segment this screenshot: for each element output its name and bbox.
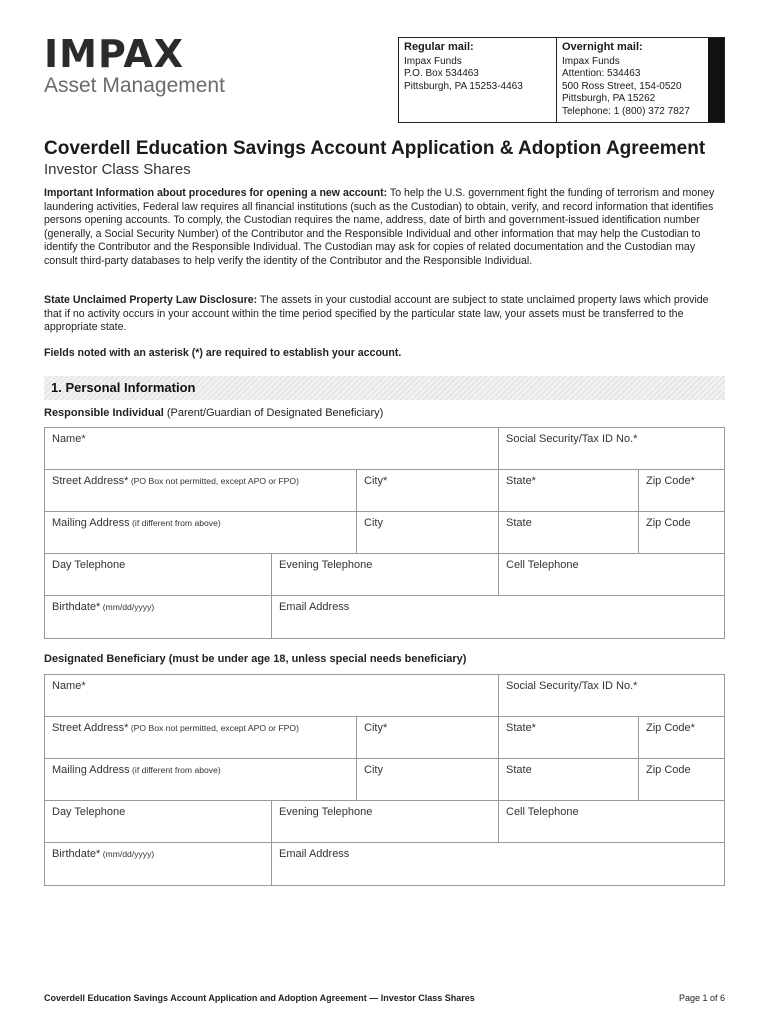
state-field[interactable] xyxy=(499,717,639,758)
ssn-field[interactable] xyxy=(499,675,724,716)
mailing-city-field[interactable] xyxy=(357,759,499,800)
form-row xyxy=(45,428,724,470)
overnight-mail-line: Telephone: 1 (800) 372 7827 xyxy=(562,105,690,117)
footer-document-title: Coverdell Education Savings Account Application and Adoption Agreement — Investor Class Shares xyxy=(44,993,475,1003)
page-subtitle: Investor Class Shares xyxy=(44,161,191,178)
field-label: Name* xyxy=(52,680,86,692)
field-note: (if different from above) xyxy=(129,765,221,775)
field-label: Cell Telephone xyxy=(506,806,579,818)
field-label: Social Security/Tax ID No.* xyxy=(506,433,638,445)
form-row xyxy=(45,470,724,512)
mailing-state-field[interactable] xyxy=(499,759,639,800)
field-label: Social Security/Tax ID No.* xyxy=(506,680,638,692)
form-row xyxy=(45,554,724,596)
important-information xyxy=(44,187,728,269)
section-header-personal-info xyxy=(44,376,725,400)
mailing-address-field[interactable] xyxy=(45,512,357,553)
field-label: State* xyxy=(506,722,536,734)
field-label: City xyxy=(364,764,383,776)
evening-telephone-field[interactable] xyxy=(272,801,499,842)
regular-mail-line: Pittsburgh, PA 15253-4463 xyxy=(404,80,523,92)
field-label: State xyxy=(506,517,532,529)
form-row xyxy=(45,675,724,717)
street-address-field[interactable] xyxy=(45,470,357,511)
birthdate-field[interactable] xyxy=(45,596,272,638)
section-title: 1. Personal Information xyxy=(51,380,196,395)
mailing-address-box xyxy=(398,37,725,123)
form-row xyxy=(45,759,724,801)
ssn-field[interactable] xyxy=(499,428,724,469)
field-note: (mm/dd/yyyy) xyxy=(100,602,155,612)
mailing-zip-field[interactable] xyxy=(639,512,724,553)
mailing-city-field[interactable] xyxy=(357,512,499,553)
field-label: City xyxy=(364,517,383,529)
mailing-address-field[interactable] xyxy=(45,759,357,800)
overnight-mail-title: Overnight mail: xyxy=(562,41,643,53)
black-side-bar xyxy=(708,38,724,122)
email-address-field[interactable] xyxy=(272,843,724,885)
day-telephone-field[interactable] xyxy=(45,554,272,595)
field-label: State* xyxy=(506,475,536,487)
field-label: Day Telephone xyxy=(52,806,126,818)
field-label: State xyxy=(506,764,532,776)
unclaimed-label: State Unclaimed Property Law Disclosure: xyxy=(44,294,258,306)
form-row xyxy=(45,843,724,885)
regular-mail-line: Impax Funds xyxy=(404,55,462,67)
logo-subtitle: Asset Management xyxy=(44,74,225,97)
zip-code-field[interactable] xyxy=(639,717,724,758)
field-label: Email Address xyxy=(279,601,350,613)
required-fields-note: Fields noted with an asterisk (*) are required to establish your account. xyxy=(44,347,402,359)
name-field[interactable] xyxy=(45,675,499,716)
email-address-field[interactable] xyxy=(272,596,724,638)
regular-mail-title: Regular mail: xyxy=(404,41,474,53)
important-label: Important Information about procedures for opening a new account: xyxy=(44,187,388,199)
overnight-mail-line: Impax Funds xyxy=(562,55,620,67)
cell-telephone-field[interactable] xyxy=(499,554,724,595)
unclaimed-text: The assets in your custodial account are subject to state unclaimed property laws which provide that if no activity occurs in your account within the time period specified by the particular state law, your assets must be transferred to the appropriate state. xyxy=(44,294,709,334)
field-label: Zip Code* xyxy=(646,475,695,487)
field-label: Day Telephone xyxy=(52,559,126,571)
city-field[interactable] xyxy=(357,717,499,758)
field-label: Street Address* xyxy=(52,722,129,734)
form-row xyxy=(45,512,724,554)
field-note: (if different from above) xyxy=(129,518,221,528)
evening-telephone-field[interactable] xyxy=(272,554,499,595)
field-label: Zip Code* xyxy=(646,722,695,734)
mailing-zip-field[interactable] xyxy=(639,759,724,800)
state-field[interactable] xyxy=(499,470,639,511)
designated-beneficiary-form xyxy=(44,674,725,886)
field-label: Evening Telephone xyxy=(279,559,373,571)
unclaimed-property-disclosure xyxy=(44,294,728,335)
mailing-state-field[interactable] xyxy=(499,512,639,553)
logo-word: IMPAX xyxy=(44,32,185,76)
impax-logo xyxy=(44,32,225,98)
heading-bold: Designated Beneficiary (must be under age 18, unless special needs beneficiary) xyxy=(44,653,467,665)
field-label: Birthdate* xyxy=(52,848,101,860)
field-note: (PO Box not permitted, except APO or FPO) xyxy=(128,476,299,486)
page-number: Page 1 of 6 xyxy=(678,993,725,1003)
field-label: City* xyxy=(364,475,388,487)
field-label: Email Address xyxy=(279,848,350,860)
birthdate-field[interactable] xyxy=(45,843,272,885)
responsible-individual-form xyxy=(44,427,725,639)
heading-note: (Parent/Guardian of Designated Beneficiary) xyxy=(163,407,384,419)
name-field[interactable] xyxy=(45,428,499,469)
field-label: Birthdate* xyxy=(52,601,101,613)
field-label: Zip Code xyxy=(646,517,691,529)
form-row xyxy=(45,801,724,843)
important-text: To help the U.S. government fight the funding of terrorism and money laundering activities, Federal law requires all financial institutions (such as the Custodian) to obtain, verify, and record information that identifies persons opening accounts. To comply, the Custodian requires the name, address, date of birth and government-issued identification number (generally, a Social Security Number) of the Contributor and the Responsible Individual and other information that may help the Custodian to identify the Contributor and the Responsible Individual. The Custodian may ask for copies of related documentation and the Custodian may consult third-party databases to help verify the identity of the Contributor and the Responsible Individual. xyxy=(44,187,715,267)
field-label: Street Address* xyxy=(52,475,129,487)
cell-telephone-field[interactable] xyxy=(499,801,724,842)
regular-mail-line: P.O. Box 534463 xyxy=(404,68,479,79)
field-note: (PO Box not permitted, except APO or FPO) xyxy=(128,723,299,733)
form-row xyxy=(45,596,724,638)
heading-bold: Responsible Individual xyxy=(44,407,164,419)
day-telephone-field[interactable] xyxy=(45,801,272,842)
overnight-mail-line: 500 Ross Street, 154-0520 xyxy=(562,80,682,92)
field-label: Mailing Address xyxy=(52,764,130,776)
field-label: Evening Telephone xyxy=(279,806,373,818)
overnight-mail-line: Pittsburgh, PA 15262 xyxy=(562,93,656,104)
field-label: Name* xyxy=(52,433,86,445)
field-label: Cell Telephone xyxy=(506,559,579,571)
form-row xyxy=(45,717,724,759)
field-label: City* xyxy=(364,722,388,734)
regular-mail xyxy=(399,38,557,122)
field-note: (mm/dd/yyyy) xyxy=(100,849,155,859)
field-label: Zip Code xyxy=(646,764,691,776)
street-address-field[interactable] xyxy=(45,717,357,758)
overnight-mail-line: Attention: 534463 xyxy=(562,68,641,79)
responsible-individual-heading xyxy=(44,407,383,419)
city-field[interactable] xyxy=(357,470,499,511)
page-title: Coverdell Education Savings Account Application & Adoption Agreement xyxy=(44,138,706,159)
zip-code-field[interactable] xyxy=(639,470,724,511)
field-label: Mailing Address xyxy=(52,517,130,529)
designated-beneficiary-heading xyxy=(44,653,466,665)
overnight-mail xyxy=(557,38,708,122)
